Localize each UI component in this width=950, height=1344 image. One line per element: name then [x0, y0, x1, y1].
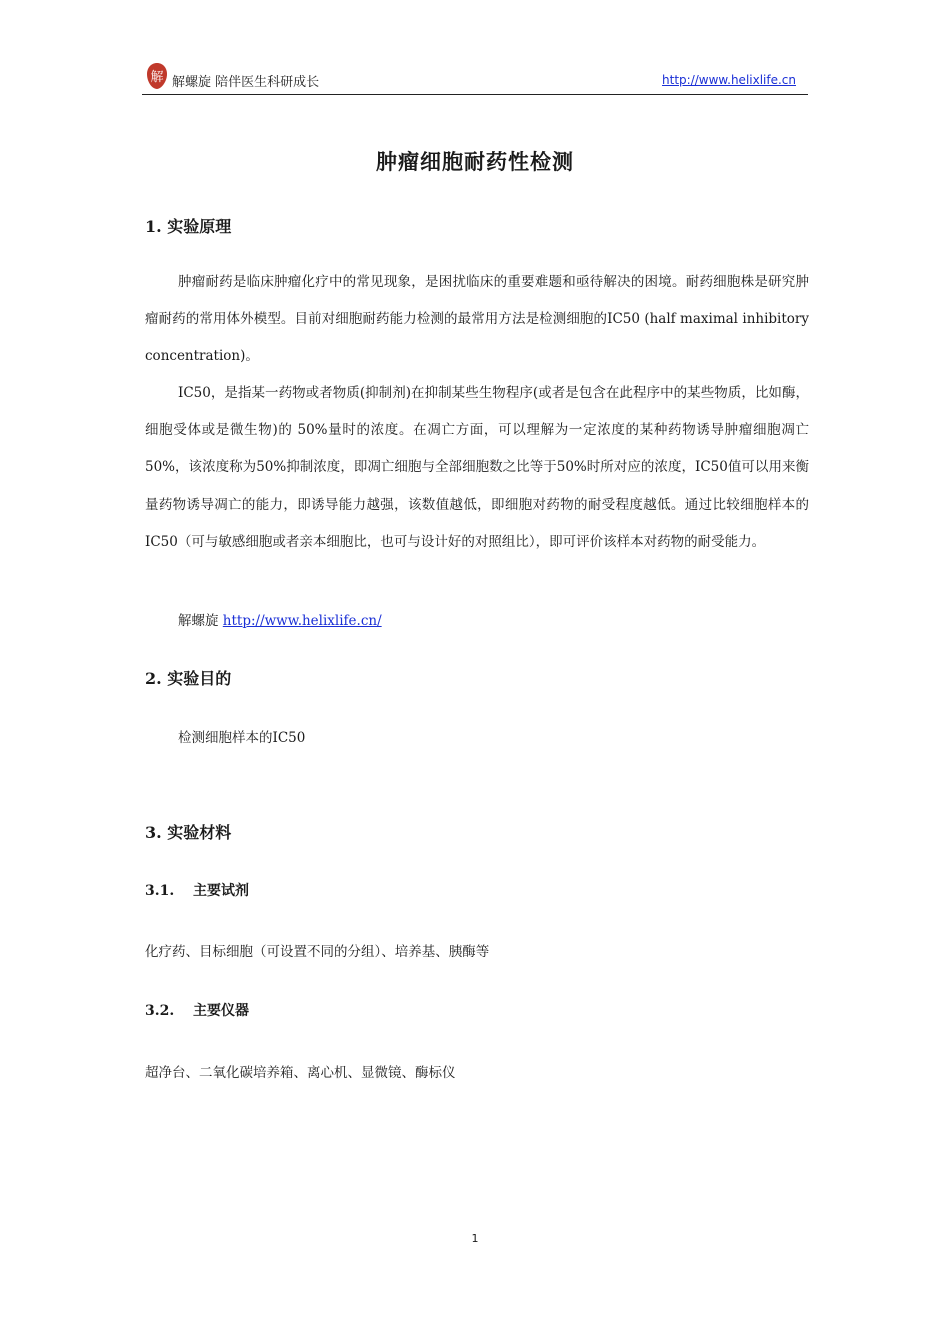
principle-paragraph-2: IC50，是指某一药物或者物质(抑制剂)在抑制某些生物程序(或者是包含在此程序中的某些物质，比如酶，细胞受体或是微生物)的 50%量时的浓度。在凋亡方面，可以理解为一定浓度的某种药物诱导肿瘤细胞凋亡50%，该浓度称为50%抑制浓度，即凋亡细胞与全部细胞数之比等于50%时所对应的浓度，IC50值可以用来衡量药物诱导凋亡的能力，即诱导能力越强，该数值越低，即细胞对药物的耐受程度越低。通过比较细胞样本的 IC50（可与敏感细胞或者亲本细胞比，也可与设计好的对照组比），即可评价该样本对药物的耐受能力。: [145, 385, 809, 550]
subheading-number: 3.1.: [145, 883, 175, 899]
subheading-number: 3.2.: [145, 1003, 175, 1019]
helix-url-link[interactable]: http://www.helixlife.cn/: [222, 613, 382, 629]
link-prefix: 解螺旋: [178, 613, 219, 629]
subheading-instruments: [145, 1000, 249, 1020]
page-number: 1: [471, 1232, 479, 1245]
header-tagline: 解螺旋 陪伴医生科研成长: [172, 75, 320, 90]
page-header: [142, 62, 808, 95]
page-title: 肿瘤细胞耐药性检测: [376, 149, 574, 174]
section-heading-purpose: 2. 实验目的: [145, 669, 232, 688]
helix-logo-icon: [146, 62, 168, 90]
reagents-text: 化疗药、目标细胞（可设置不同的分组）、培养基、胰酶等: [145, 944, 490, 960]
principle-paragraph-1: 肿瘤耐药是临床肿瘤化疗中的常见现象，是困扰临床的重要难题和亟待解决的困境。耐药细胞株是研究肿瘤耐药的常用体外模型。目前对细胞耐药能力检测的最常用方法是检测细胞的IC50 (half maximal inhibitory concentration)。: [145, 274, 809, 365]
header-url-link[interactable]: http://www.helixlife.cn: [662, 73, 796, 87]
section-heading-materials: 3. 实验材料: [145, 823, 232, 842]
svg-text:解: 解: [150, 70, 164, 85]
subheading-reagents: [145, 880, 249, 900]
helix-link-line: [178, 609, 382, 629]
purpose-text: 检测细胞样本的IC50: [178, 730, 306, 746]
section-heading-principle: 1. 实验原理: [145, 217, 232, 236]
subheading-title: 主要仪器: [193, 1003, 249, 1019]
instruments-text: 超净台、二氧化碳培养箱、离心机、显微镜、酶标仪: [145, 1065, 456, 1081]
subheading-title: 主要试剂: [193, 883, 249, 899]
